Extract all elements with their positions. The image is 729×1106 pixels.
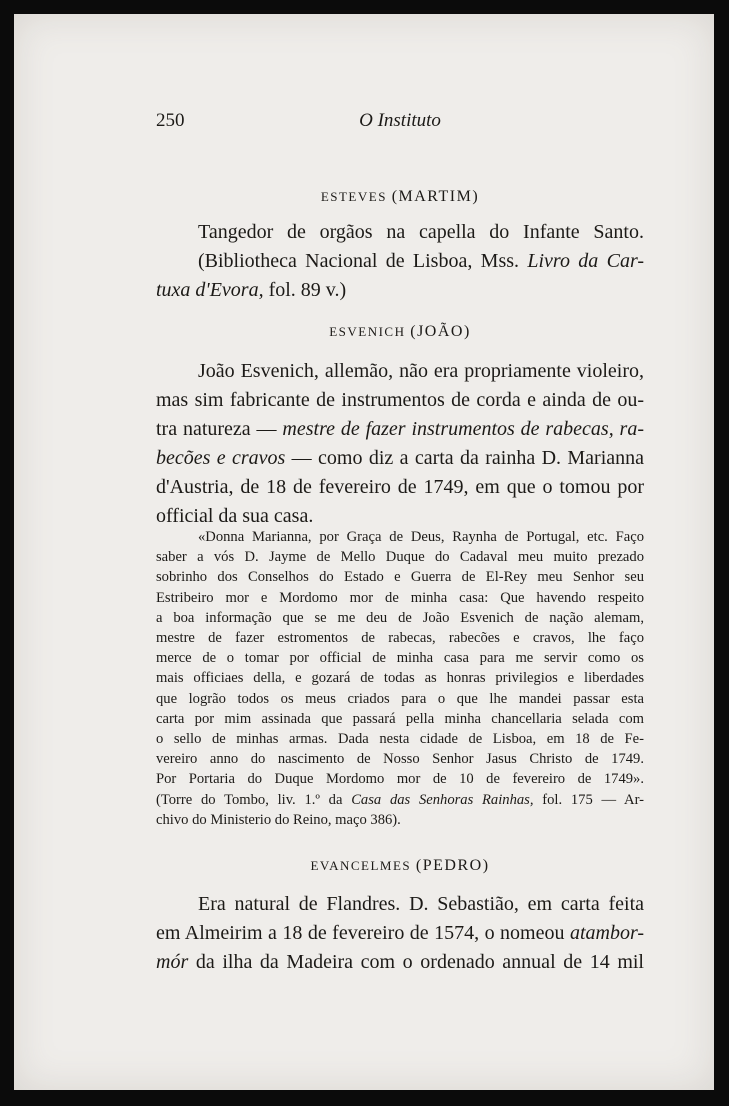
quote-line: carta por mim assinada que passará pella minha chancellaria selada com <box>156 710 644 727</box>
text-line: mas sim fabricante de instrumentos de corda e ainda de ou- <box>156 389 644 411</box>
heading-paren: (MARTIM) <box>391 188 480 205</box>
quote-line: mais officiaes della, e gozará de todas as honras privilegios e liberdades <box>156 670 644 687</box>
paragraph-esvenich <box>156 357 644 531</box>
paragraph-esteves <box>156 218 644 305</box>
text-line: d'Austria, de 18 de fevereiro de 1749, em que o tomou por <box>156 476 644 498</box>
page <box>14 14 714 1090</box>
section-heading-evancelmes <box>156 857 644 875</box>
quote-line: que logrão todos os meus criados para o que lhe mandei passar esta <box>156 690 644 707</box>
quote-line: Por Portaria do Duque Mordomo mor de 10 de fevereiro de 1749». <box>156 771 644 788</box>
heading-paren: (PEDRO) <box>415 857 490 874</box>
section-heading-esvenich <box>156 323 644 341</box>
running-title: O Instituto <box>359 110 441 131</box>
quote-line: vereiro anno do nascimento de Nosso Senhor Jasus Christo de 1749. <box>156 751 644 768</box>
running-header <box>156 110 644 136</box>
text-line: tra natureza — mestre de fazer instrumentos de rabecas, ra- <box>156 418 644 440</box>
text-line: tuxa d'Evora, fol. 89 v.) <box>156 279 347 301</box>
quote-line: saber a vós D. Jayme de Mello Duque do Cadaval meu muito prezado <box>156 549 644 566</box>
quoted-royal-letter <box>156 527 644 830</box>
text-line: official da sua casa. <box>156 505 314 527</box>
text-line: Era natural de Flandres. D. Sebastião, em carta feita <box>198 893 644 915</box>
quote-line: a boa informação que se me deu de João Esvenich de nação alemam, <box>156 609 644 626</box>
quote-line: o sello de minhas armas. Dada nesta cidade de Lisboa, em 18 de Fe- <box>156 731 644 748</box>
quote-line: chivo do Ministerio do Reino, maço 386). <box>156 811 401 828</box>
text-line: mór da ilha da Madeira com o ordenado annual de 14 mil <box>156 951 644 973</box>
section-heading-esteves <box>156 188 644 206</box>
page-number: 250 <box>156 110 185 131</box>
heading-name: ESVENICH <box>329 324 406 339</box>
text-line: Tangedor de orgãos na capella do Infante Santo. <box>198 221 644 243</box>
heading-name: ESTEVES <box>320 189 387 204</box>
quote-line: Estribeiro mor e Mordomo mor de minha casa: Que havendo respeito <box>156 589 644 606</box>
quote-line: sobrinho dos Conselhos do Estado e Guerra de El-Rey meu Senhor seu <box>156 569 644 586</box>
heading-name: EVANCELMES <box>310 858 412 873</box>
quote-line: (Torre do Tombo, liv. 1.º da Casa das Senhoras Rainhas, fol. 175 — Ar- <box>156 791 644 808</box>
paragraph-evancelmes <box>156 890 644 977</box>
quote-line: merce de o tomar por official de minha casa para me servir como os <box>156 650 644 667</box>
text-line: em Almeirim a 18 de fevereiro de 1574, o nomeou atambor- <box>156 922 644 944</box>
quote-line: mestre de fazer estromentos de rabecas, rabecões e cravos, lhe faço <box>156 630 644 647</box>
heading-paren: (JOÃO) <box>410 323 471 340</box>
text-line: João Esvenich, allemão, não era propriamente violeiro, <box>198 360 644 382</box>
text-line: (Bibliotheca Nacional de Lisboa, Mss. Livro da Car- <box>198 250 644 272</box>
text-line: becões e cravos — como diz a carta da rainha D. Marianna <box>156 447 644 469</box>
quote-line: «Donna Marianna, por Graça de Deus, Raynha de Portugal, etc. Faço <box>198 529 644 545</box>
